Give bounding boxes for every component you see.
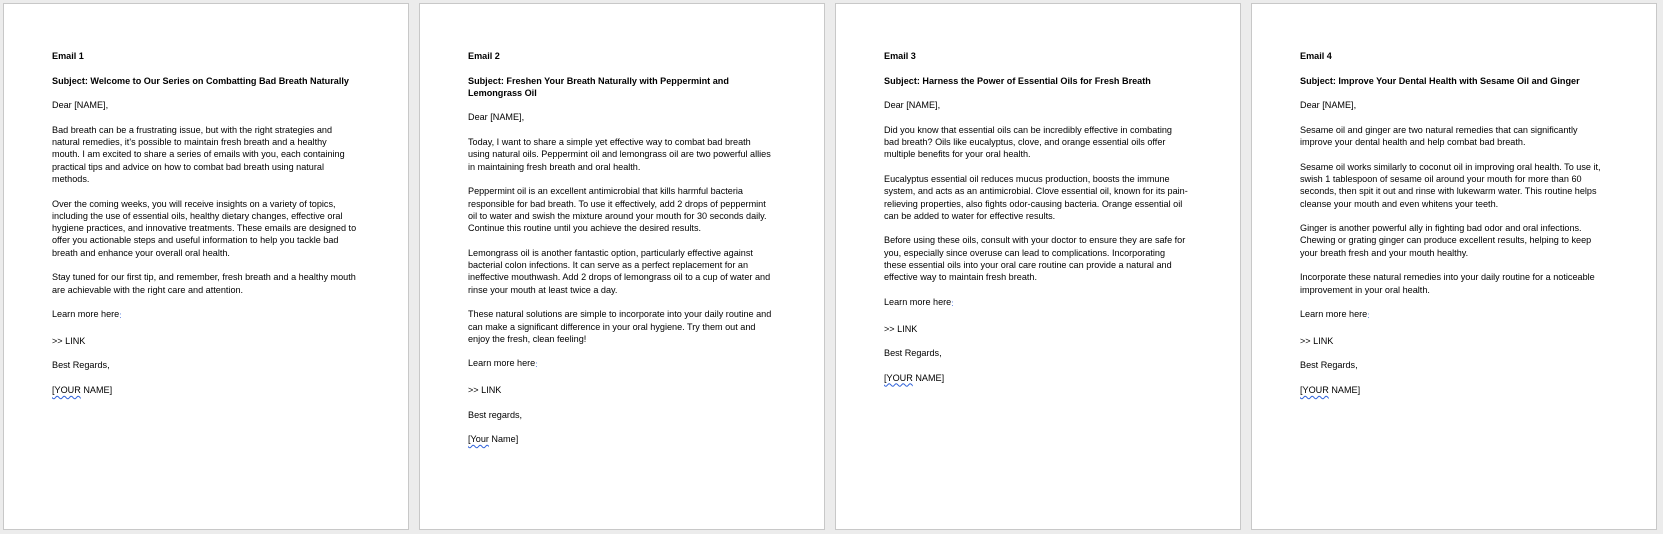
email-paragraph: Sesame oil and ginger are two natural remedies that can significantly improve your dental health and help combat bad breath. — [1300, 124, 1578, 148]
signature-name-rest: NAME] — [1328, 385, 1361, 396]
spelling-marker-icon: : — [951, 298, 954, 308]
document-page-email-2 — [419, 3, 825, 530]
link-placeholder[interactable]: >> LINK — [468, 385, 502, 396]
email-paragraph: Stay tuned for our first tip, and remember, fresh breath and a healthy mouth are achievable with the right care and attention. — [52, 272, 356, 295]
email-paragraph: Lemongrass oil is another fantastic option, particularly effective against bacterial colon infections. It can serve as a perfect replacement for an ineffective mouthwash. Add 2 drops of lemongrass oil to a cup of water and rinse your mouth at least twice a day. — [468, 247, 771, 295]
learn-more-line — [52, 308, 357, 322]
email-greeting: Dear [NAME], — [884, 100, 941, 111]
signature-name-first: [YOUR — [884, 372, 913, 383]
signature-name — [884, 372, 1189, 384]
email-heading: Email 1 — [52, 51, 84, 61]
email-subject: Subject: Welcome to Our Series on Combatting Bad Breath Naturally — [52, 75, 349, 86]
email-subject: Subject: Freshen Your Breath Naturally with Peppermint and Lemongrass Oil — [468, 75, 729, 98]
email-signoff: Best regards, — [468, 409, 523, 420]
email-heading: Email 3 — [884, 51, 916, 61]
email-subject: Subject: Harness the Power of Essential Oils for Fresh Breath — [884, 75, 1151, 86]
email-heading: Email 4 — [1300, 51, 1332, 61]
spelling-marker-icon: : — [119, 311, 122, 321]
learn-more-line — [884, 296, 1189, 310]
email-greeting: Dear [NAME], — [52, 100, 109, 111]
email-subject: Subject: Improve Your Dental Health with Sesame Oil and Ginger — [1300, 75, 1580, 86]
signature-name — [52, 384, 357, 396]
signature-name-first: [Your — [468, 434, 489, 445]
email-4-body — [1300, 50, 1605, 409]
email-paragraph: Peppermint oil is an excellent antimicrobial that kills harmful bacteria responsible for bad breath. To use it effectively, add 2 drops of peppermint oil to water and swish the mixture around your mouth for 30 seconds daily. Continue this routine until you achieve the desired results. — [468, 186, 767, 234]
signature-name — [1300, 384, 1605, 396]
email-signoff: Best Regards, — [1300, 360, 1358, 371]
document-page-email-3 — [835, 3, 1241, 530]
document-page-email-1 — [3, 3, 409, 530]
learn-more-text: Learn more here — [884, 296, 952, 307]
learn-more-text: Learn more here — [52, 309, 120, 320]
email-paragraph: Bad breath can be a frustrating issue, but with the right strategies and natural remedies, it's possible to maintain fresh breath and a healthy mouth. I am excited to share a series of emails with you, each containing practical tips and advice on how to combat bad breath using natural methods. — [52, 124, 345, 184]
link-placeholder[interactable]: >> LINK — [884, 323, 918, 334]
signature-name-first: [YOUR — [1300, 385, 1329, 396]
learn-more-text: Learn more here — [468, 358, 536, 369]
email-paragraph: Over the coming weeks, you will receive insights on a variety of topics, including the use of essential oils, healthy dietary changes, effective oral hygiene practices, and innovative treatments. These emails are designed to offer you actionable steps and useful information to help you tackle bad breath and enhance your overall oral health. — [52, 198, 357, 258]
link-placeholder[interactable]: >> LINK — [1300, 335, 1334, 346]
email-paragraph: Today, I want to share a simple yet effective way to combat bad breath using natural oils. Peppermint oil and lemongrass oil are two powerful allies in maintaining fresh breath and oral health. — [468, 137, 771, 172]
spelling-marker-icon: : — [535, 360, 538, 370]
signature-name-rest: NAME] — [80, 385, 113, 396]
learn-more-line — [468, 357, 773, 371]
signature-name-first: [YOUR — [52, 385, 81, 396]
signature-name-rest: NAME] — [912, 372, 945, 383]
email-paragraph: Sesame oil works similarly to coconut oil in improving oral health. To use it, swish 1 tablespoon of sesame oil around your mouth for more than 60 seconds, then spit it out and rinse with lukewarm water. This routine helps cleanse your mouth and even whitens your teeth. — [1300, 161, 1601, 209]
email-heading: Email 2 — [468, 51, 500, 61]
email-greeting: Dear [NAME], — [468, 112, 525, 123]
email-paragraph: These natural solutions are simple to incorporate into your daily routine and can make a significant difference in your oral hygiene. Try them out and enjoy the fresh, clean feeling! — [468, 309, 772, 344]
learn-more-text: Learn more here — [1300, 309, 1368, 320]
email-greeting: Dear [NAME], — [1300, 100, 1357, 111]
learn-more-line — [1300, 308, 1605, 322]
signature-name-rest: Name] — [488, 434, 519, 445]
email-paragraph: Ginger is another powerful ally in fighting bad odor and oral infections. Chewing or grating ginger can produce excellent results, helping to keep your breath fresh and your mouth healthy. — [1300, 223, 1592, 258]
email-3-body — [884, 50, 1189, 396]
spelling-marker-icon: : — [1367, 311, 1370, 321]
email-signoff: Best Regards, — [884, 348, 942, 359]
email-paragraph: Incorporate these natural remedies into your daily routine for a noticeable improvement in your oral health. — [1300, 272, 1595, 295]
document-page-email-4 — [1251, 3, 1657, 530]
signature-name — [468, 433, 773, 445]
email-signoff: Best Regards, — [52, 360, 110, 371]
email-1-body — [52, 50, 357, 409]
link-placeholder[interactable]: >> LINK — [52, 335, 86, 346]
email-paragraph: Did you know that essential oils can be incredibly effective in combating bad breath? Oils like eucalyptus, clove, and orange essential oils offer multiple benefits for your oral health. — [884, 124, 1172, 160]
email-paragraph: Eucalyptus essential oil reduces mucus production, boosts the immune system, and acts as an antimicrobial. Clove essential oil, known for its pain-relieving properties, also fights odor-causing bacteria. Orange essential oil can be added to water for effective results. — [884, 173, 1188, 221]
email-paragraph: Before using these oils, consult with your doctor to ensure they are safe for you, especially since overuse can lead to complications. Incorporating these essential oils into your oral care routine can provide a natural and effective way to maintain fresh breath. — [884, 235, 1186, 283]
email-2-body — [468, 50, 773, 458]
